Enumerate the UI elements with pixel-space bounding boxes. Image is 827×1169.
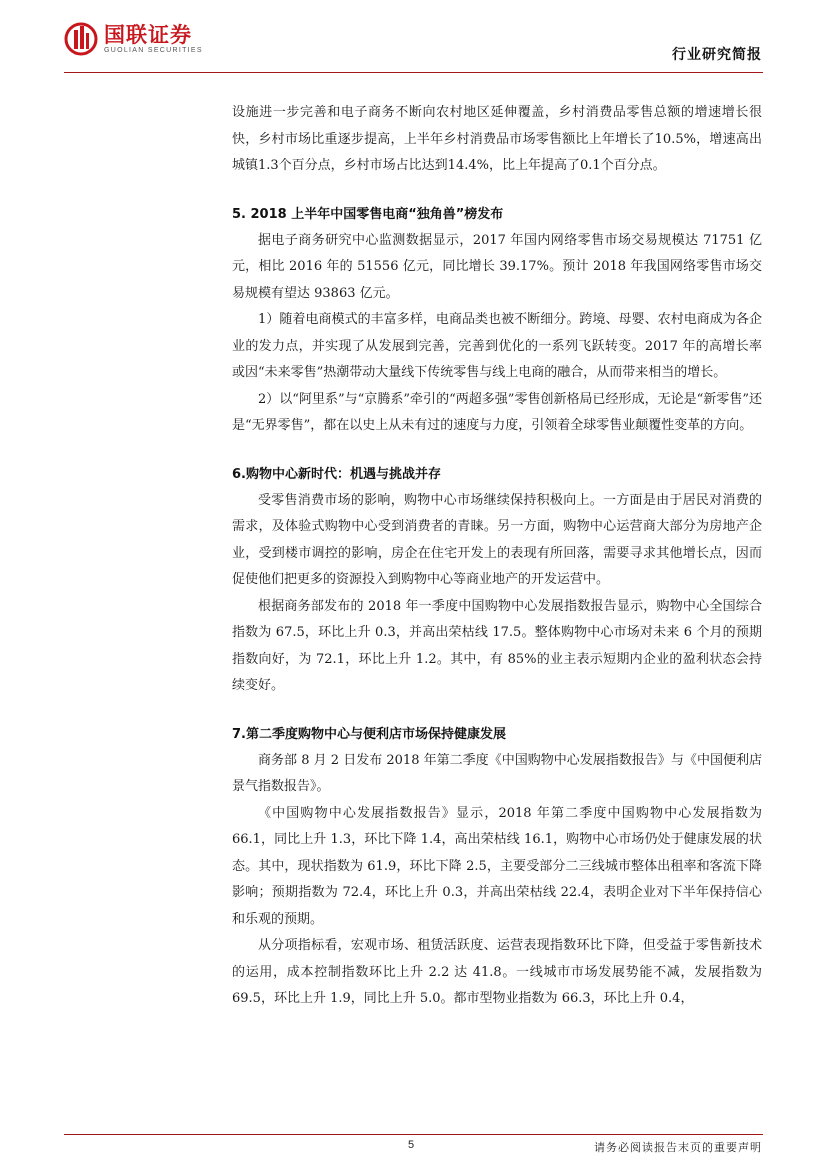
paragraph-7-3: 从分项指标看，宏观市场、租赁活跃度、运营表现指数环比下降，但受益于零售新技术的运用，成本控制指数环比上升 2.2 达 41.8。一线城市市场发展势能不减，发展指数为 69.5，环比上升 1.9，同比上升 5.0。都市型物业指数为 66.3，环比上升 0.4，: [232, 938, 762, 1006]
footer-divider: [64, 1134, 763, 1135]
paragraph-7-2: 《中国购物中心发展指数报告》显示，2018 年第二季度中国购物中心发展指数为 66.1，同比上升 1.3，环比下降 1.4，高出荣枯线 16.1，购物中心市场仍处于健康发展的状态。其中，现状指数为 61.9，环比下降 2.5，主要受部分二三线城市整体出租率和客流下降影响；预期指数为 72.4，环比上升 0.3，并高出荣枯线 22.4，表明企业对下半年保持信心和乐观的预期。: [232, 805, 762, 927]
company-logo: [64, 22, 203, 56]
logo-chinese-name: 国联证券: [104, 22, 192, 47]
header-divider: [64, 72, 763, 73]
page-header: [0, 0, 827, 78]
page-number: 5: [408, 1139, 415, 1151]
paragraph-6-1: 受零售消费市场的影响，购物中心市场继续保持积极向上。一方面是由于居民对消费的需求，及体验式购物中心受到消费者的青睐。另一方面，购物中心运营商大部分为房地产企业，受到楼市调控的影响，房企在住宅开发上的表现有所回落，需要寻求其他增长点，因而促使他们把更多的资源投入到购物中心等商业地产的开发运营中。: [232, 492, 762, 587]
paragraph-5-3: 2）以“阿里系”与“京腾系”牵引的“两超多强”零售创新格局已经形成，无论是“新零售”还是“无界零售”，都在以史上从未有过的速度与力度，引领着全球零售业颠覆性变革的方向。: [232, 391, 762, 433]
paragraph-5-2: 1）随着电商模式的丰富多样，电商品类也被不断细分。跨境、母婴、农村电商成为各企业的发力点，并实现了从发展到完善，完善到优化的一系列飞跃转变。2017 年的高增长率或因“未来零售”热潮带动大量线下传统零售与线上电商的融合，从而带来相当的增长。: [232, 312, 762, 380]
section-heading-6: 6.购物中心新时代：机遇与挑战并存: [232, 466, 441, 482]
section-heading-5: 5. 2018 上半年中国零售电商“独角兽”榜发布: [232, 206, 504, 222]
paragraph-6-2: 根据商务部发布的 2018 年一季度中国购物中心发展指数报告显示，购物中心全国综合指数为 67.5，环比上升 0.3，并高出荣枯线 17.5。整体购物中心市场对未来 6 个月的预期指数向好，为 72.1，环比上升 1.2。其中，有 85%的业主表示短期内企业的盈利状态会持续变好。: [232, 598, 762, 693]
section-heading-7: 7.第二季度购物中心与便利店市场保持健康发展: [232, 726, 506, 742]
logo-emblem-icon: [64, 22, 98, 56]
report-body: [232, 100, 762, 1013]
report-type-label: 行业研究简报: [672, 47, 762, 63]
paragraph-5-1: 据电子商务研究中心监测数据显示，2017 年国内网络零售市场交易规模达 71751 亿元，相比 2016 年的 51556 亿元，同比增长 39.17%。预计 2018 年我国网络零售市场交易规模有望达 93863 亿元。: [232, 232, 762, 301]
footer-disclaimer: 请务必阅读报告末页的重要声明: [594, 1141, 762, 1154]
logo-english-name: GUOLIAN SECURITIES: [104, 46, 203, 54]
paragraph-intro: 设施进一步完善和电子商务不断向农村地区延伸覆盖，乡村消费品零售总额的增速增长很快，乡村市场比重逐步提高，上半年乡村消费品市场零售额比上年增长了10.5%，增速高出城镇1.3个百分点，乡村市场占比达到14.4%，比上年提高了0.1个百分点。: [232, 105, 762, 173]
paragraph-7-1: 商务部 8 月 2 日发布 2018 年第二季度《中国购物中心发展指数报告》与《中国便利店景气指数报告》。: [232, 752, 762, 794]
